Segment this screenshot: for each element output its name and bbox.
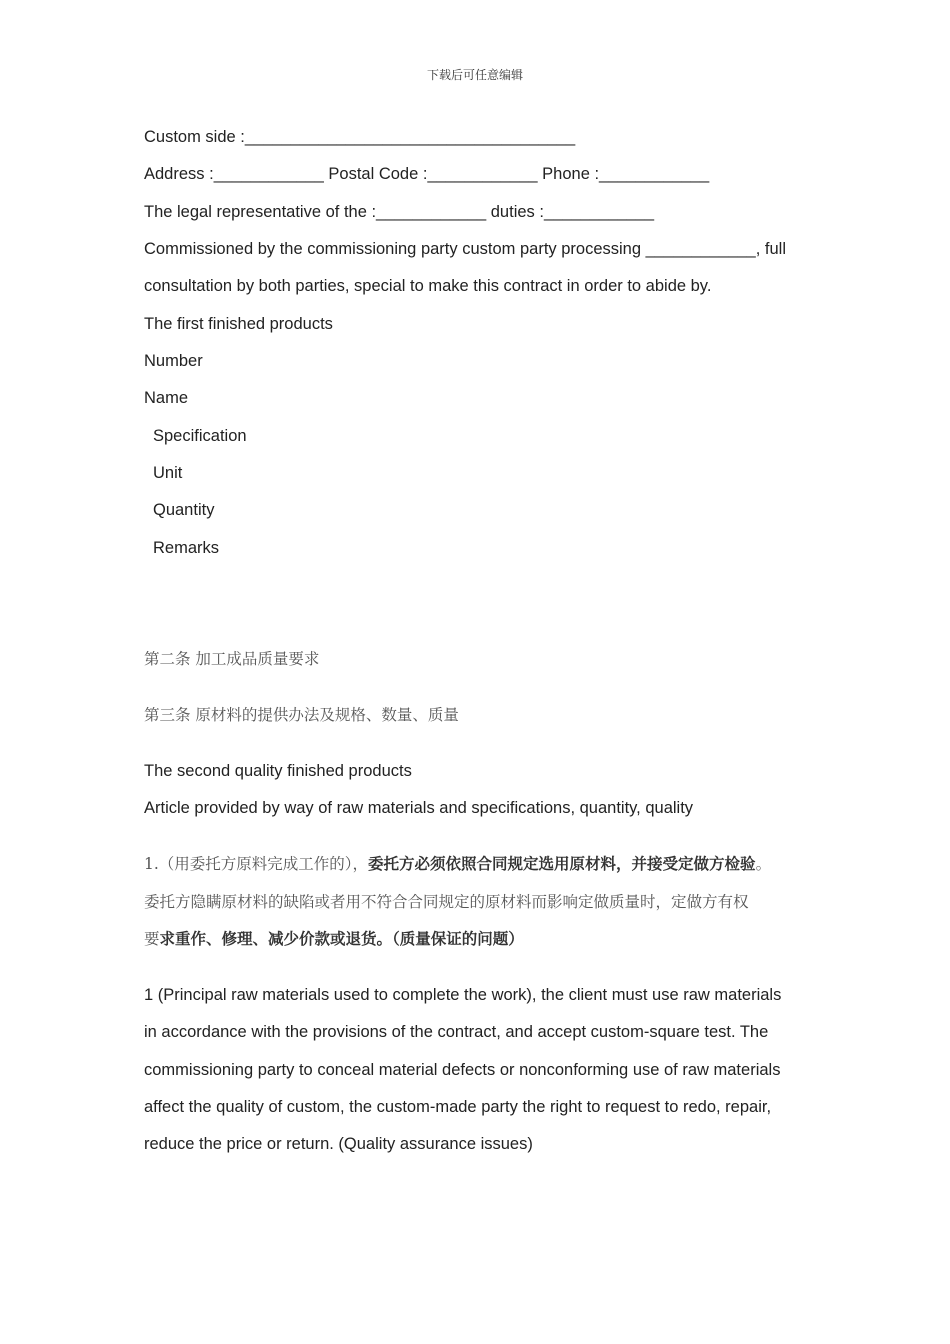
intro-line-1: Commissioned by the commissioning party custom party processing ____________, full <box>144 240 786 258</box>
clause-cn-line-1-end: 。 <box>755 855 772 873</box>
column-name: Name <box>144 389 189 407</box>
column-remarks: Remarks <box>153 539 220 557</box>
clause-cn-line-1-normal: 1.（用委托方原料完成工作的）， <box>144 855 369 873</box>
column-unit: Unit <box>153 464 183 482</box>
clause-en-line-2: in accordance with the provisions of the contract, and accept custom-square test. The <box>144 1023 769 1041</box>
legal-representative-line: The legal representative of the :____________ duties :____________ <box>144 203 655 221</box>
clause-en-line-4: affect the quality of custom, the custom-made party the right to request to redo, repair, <box>144 1098 772 1116</box>
column-quantity: Quantity <box>153 501 215 519</box>
clause-en-line-1: 1 (Principal raw materials used to complete the work), the client must use raw materials <box>144 986 782 1004</box>
article-3-cn: 第三条 原材料的提供办法及规格、数量、质量 <box>144 706 459 724</box>
article-1-title: The first finished products <box>144 315 333 333</box>
clause-cn-line-3-bold: 求重作、修理、减少价款或退货。（质量保证的问题） <box>159 929 524 948</box>
article-2-cn: 第二条 加工成品质量要求 <box>144 650 320 668</box>
column-number: Number <box>144 352 203 370</box>
clause-en-line-3: commissioning party to conceal material defects or nonconforming use of raw materials <box>144 1061 781 1079</box>
page-header: 下载后可任意编辑 <box>426 68 523 82</box>
intro-line-2: consultation by both parties, special to make this contract in order to abide by. <box>144 277 712 295</box>
article-2-en: The second quality finished products <box>144 762 412 780</box>
clause-cn-line-3-normal: 要 <box>144 930 160 948</box>
article-3-en: Article provided by way of raw materials and specifications, quantity, quality <box>144 799 694 817</box>
clause-en-line-5: reduce the price or return. (Quality assurance issues) <box>144 1135 533 1153</box>
clause-cn-line-1 <box>144 854 771 874</box>
custom-side-field: Custom side :____________________________________ <box>144 128 576 146</box>
clause-cn-line-1-bold: 委托方必须依照合同规定选用原材料，并接受定做方检验 <box>368 854 756 873</box>
address-line: Address :____________ Postal Code :____________ Phone :____________ <box>144 165 710 183</box>
clause-cn-line-3 <box>144 929 524 949</box>
column-specification: Specification <box>153 427 247 445</box>
clause-cn-line-2: 委托方隐瞒原材料的缺陷或者用不符合合同规定的原材料而影响定做质量时，定做方有权 <box>144 893 749 911</box>
